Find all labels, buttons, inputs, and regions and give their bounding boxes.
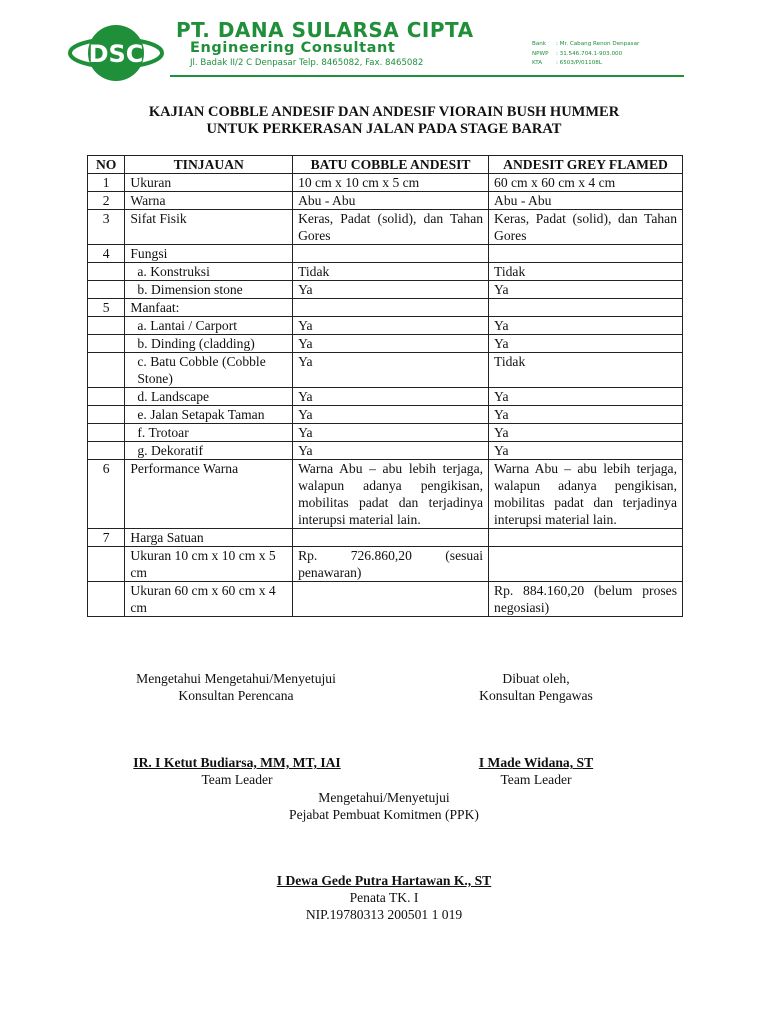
cell-batu-cobble: Ya: [293, 406, 489, 424]
cell-no: 7: [88, 529, 125, 547]
company-subtitle: Engineering Consultant: [190, 40, 396, 56]
table-row: [88, 424, 683, 442]
cell-tinjauan: Ukuran 10 cm x 10 cm x 5 cm: [125, 547, 293, 582]
cell-no: [88, 317, 125, 335]
center-approval-caption: [0, 789, 768, 823]
left-signatory-name: IR. I Ketut Budiarsa, MM, MT, IAI: [133, 755, 341, 770]
header-no: NO: [88, 156, 125, 174]
cell-andesit-grey: Ya: [489, 335, 683, 353]
table-row: [88, 335, 683, 353]
cell-tinjauan: d. Landscape: [125, 388, 293, 406]
table-row: [88, 406, 683, 424]
cell-no: [88, 281, 125, 299]
dsc-logo-icon: [66, 20, 166, 86]
cell-tinjauan: e. Jalan Setapak Taman: [125, 406, 293, 424]
table-row: [88, 263, 683, 281]
kta-value: : 6503/P/01108L: [556, 60, 602, 66]
cell-batu-cobble: Ya: [293, 335, 489, 353]
document-title-line1: KAJIAN COBBLE ANDESIF DAN ANDESIF VIORAIN BUSH HUMMER: [148, 104, 620, 120]
right-signatory: [436, 754, 636, 788]
cell-tinjauan: Warna: [125, 192, 293, 210]
center-signatory-name: I Dewa Gede Putra Hartawan K., ST: [276, 873, 492, 888]
cell-tinjauan: Harga Satuan: [125, 529, 293, 547]
table-row: [88, 353, 683, 388]
cell-tinjauan: Manfaat:: [125, 299, 293, 317]
center-caption-line1: Mengetahui/Menyetujui: [318, 790, 450, 805]
npwp-value: : 31.546.704.1-903.000: [556, 50, 623, 57]
cell-no: 6: [88, 460, 125, 529]
cell-tinjauan: b. Dimension stone: [125, 281, 293, 299]
table-row: [88, 210, 683, 245]
left-caption-line1: Mengetahui Mengetahui/Menyetujui: [136, 671, 336, 686]
cell-no: [88, 582, 125, 617]
cell-batu-cobble: [293, 529, 489, 547]
cell-no: 1: [88, 174, 125, 192]
cell-andesit-grey: [489, 299, 683, 317]
signature-block-left: [100, 670, 372, 704]
center-caption-line2: Pejabat Pembuat Komitmen (PPK): [289, 807, 479, 822]
cell-andesit-grey: Warna Abu – abu lebih terjaga, walapun adanya pengikisan, mobilitas padat dan terjadinya interupsi material lain.: [489, 460, 683, 529]
cell-andesit-grey: Tidak: [489, 263, 683, 281]
cell-no: [88, 547, 125, 582]
table-row: [88, 317, 683, 335]
cell-andesit-grey: Ya: [489, 281, 683, 299]
cell-batu-cobble: Tidak: [293, 263, 489, 281]
cell-andesit-grey: Keras, Padat (solid), dan Tahan Gores: [489, 210, 683, 245]
cell-andesit-grey: [489, 529, 683, 547]
cell-no: 2: [88, 192, 125, 210]
cell-batu-cobble: Rp. 726.860,20 (sesuai penawaran): [293, 547, 489, 582]
cell-andesit-grey: [489, 245, 683, 263]
cell-andesit-grey: [489, 547, 683, 582]
company-name: PT. DANA SULARSA CIPTA: [176, 18, 474, 42]
table-row: [88, 245, 683, 263]
cell-batu-cobble: Ya: [293, 353, 489, 388]
cell-tinjauan: Sifat Fisik: [125, 210, 293, 245]
cell-no: 5: [88, 299, 125, 317]
cell-andesit-grey: Ya: [489, 406, 683, 424]
cell-andesit-grey: 60 cm x 60 cm x 4 cm: [489, 174, 683, 192]
cell-batu-cobble: [293, 245, 489, 263]
document-title-line2: UNTUK PERKERASAN JALAN PADA STAGE BARAT: [206, 121, 562, 137]
table-header-row: [88, 156, 683, 174]
cell-batu-cobble: Ya: [293, 442, 489, 460]
left-signatory-role: Team Leader: [201, 772, 273, 787]
table-row: [88, 460, 683, 529]
table-row: [88, 388, 683, 406]
cell-batu-cobble: Keras, Padat (solid), dan Tahan Gores: [293, 210, 489, 245]
header-andesit-grey: ANDESIT GREY FLAMED: [489, 156, 683, 174]
cell-tinjauan: Ukuran 60 cm x 60 cm x 4 cm: [125, 582, 293, 617]
cell-tinjauan: b. Dinding (cladding): [125, 335, 293, 353]
cell-no: [88, 263, 125, 281]
cell-tinjauan: Ukuran: [125, 174, 293, 192]
cell-andesit-grey: Ya: [489, 388, 683, 406]
cell-no: 3: [88, 210, 125, 245]
kta-label: KTA: [532, 60, 543, 66]
svg-text:DSC: DSC: [88, 40, 144, 68]
cell-tinjauan: a. Lantai / Carport: [125, 317, 293, 335]
cell-andesit-grey: Tidak: [489, 353, 683, 388]
left-signatory: [100, 754, 374, 788]
signature-block-right: [420, 670, 652, 704]
cell-andesit-grey: Ya: [489, 424, 683, 442]
cell-no: [88, 388, 125, 406]
bank-info: [532, 40, 639, 69]
cell-no: 4: [88, 245, 125, 263]
right-signatory-role: Team Leader: [500, 772, 572, 787]
left-caption-line2: Konsultan Perencana: [178, 688, 294, 703]
company-address: Jl. Badak II/2 C Denpasar Telp. 8465082, Fax. 8465082: [190, 58, 424, 68]
center-signatory: [0, 872, 768, 923]
cell-tinjauan: Performance Warna: [125, 460, 293, 529]
table-row: [88, 442, 683, 460]
right-caption-line2: Konsultan Pengawas: [479, 688, 593, 703]
cell-tinjauan: Fungsi: [125, 245, 293, 263]
cell-andesit-grey: Ya: [489, 317, 683, 335]
table-row: [88, 299, 683, 317]
cell-batu-cobble: [293, 582, 489, 617]
cell-batu-cobble: Abu - Abu: [293, 192, 489, 210]
cell-no: [88, 406, 125, 424]
letterhead-divider: [170, 75, 684, 77]
cell-batu-cobble: Ya: [293, 388, 489, 406]
cell-batu-cobble: Ya: [293, 281, 489, 299]
center-signatory-nip: NIP.19780313 200501 1 019: [305, 907, 463, 922]
cell-andesit-grey: Ya: [489, 442, 683, 460]
table-row: [88, 547, 683, 582]
cell-tinjauan: c. Batu Cobble (Cobble Stone): [125, 353, 293, 388]
cell-tinjauan: g. Dekoratif: [125, 442, 293, 460]
cell-no: [88, 335, 125, 353]
cell-no: [88, 424, 125, 442]
right-signatory-name: I Made Widana, ST: [478, 755, 594, 770]
comparison-table: [87, 155, 683, 617]
cell-no: [88, 442, 125, 460]
bank-value: : Mr. Cabang Renon Denpasar: [556, 41, 640, 47]
cell-batu-cobble: Ya: [293, 317, 489, 335]
header-tinjauan: TINJAUAN: [125, 156, 293, 174]
cell-andesit-grey: Rp. 884.160,20 (belum proses negosiasi): [489, 582, 683, 617]
bank-label: Bank: [532, 41, 547, 47]
center-signatory-rank: Penata TK. I: [349, 890, 419, 905]
table-row: [88, 192, 683, 210]
cell-andesit-grey: Abu - Abu: [489, 192, 683, 210]
table-row: [88, 582, 683, 617]
table-row: [88, 529, 683, 547]
table-row: [88, 281, 683, 299]
cell-batu-cobble: Ya: [293, 424, 489, 442]
cell-batu-cobble: 10 cm x 10 cm x 5 cm: [293, 174, 489, 192]
cell-tinjauan: f. Trotoar: [125, 424, 293, 442]
letterhead: [0, 0, 768, 90]
header-batu-cobble: BATU COBBLE ANDESIT: [293, 156, 489, 174]
right-caption-line1: Dibuat oleh,: [502, 671, 570, 686]
cell-no: [88, 353, 125, 388]
cell-batu-cobble: Warna Abu – abu lebih terjaga, walapun adanya pengikisan, mobilitas padat dan terjadinya interupsi material lain.: [293, 460, 489, 529]
cell-batu-cobble: [293, 299, 489, 317]
cell-tinjauan: a. Konstruksi: [125, 263, 293, 281]
npwp-label: NPWP: [532, 50, 549, 57]
table-row: [88, 174, 683, 192]
